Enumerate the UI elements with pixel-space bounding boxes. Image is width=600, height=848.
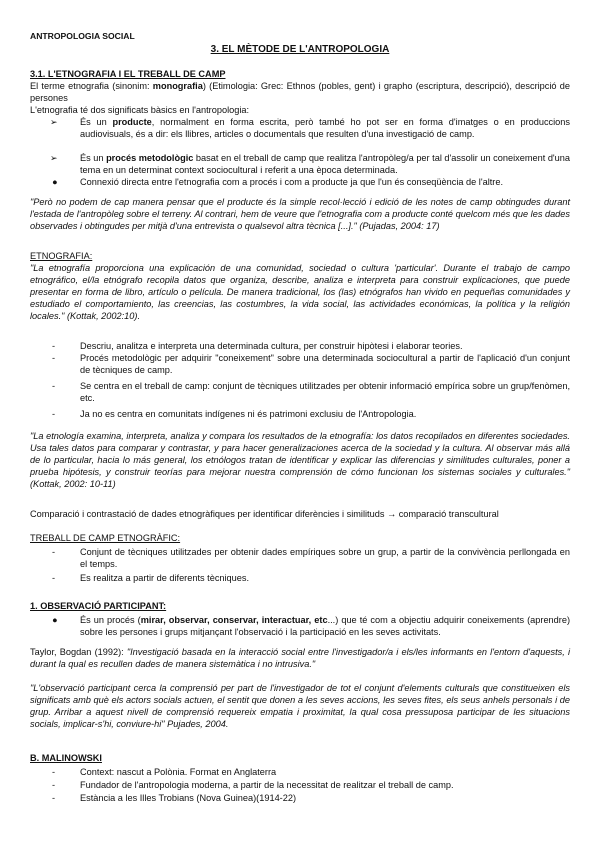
dash-bullet: - [52, 381, 56, 391]
quote-pujadas: "Però no podem de cap manera pensar que el producte és la simple recol·lecció i edició de les notes de camp obtingudes durant l'estada de l'antropòleg sobre el terreny. Al contrari, hem de veure que l'etnografia com a producte conté quelcom més que les dades observades i obtingudes per mitjà d'una entrevista o qualsevol altra tècnica [...]." (Pujadas, 2004: 17) [30, 197, 570, 231]
dash-bullet: - [52, 409, 56, 419]
item1-bold: producte [112, 117, 152, 127]
etnografia-item: Procés metodològic per adquirir "coneixement" sobre una determinada sociocultural a partir de l'aplicació d'un conjunt de tècniques de camp. [80, 353, 570, 375]
section-heading-observacio: 1. OBSERVACIÓ PARTICIPANT: [30, 601, 167, 611]
intro-text: El terme etnografia (sinonim: [30, 81, 153, 91]
item2-pre: És un [80, 153, 107, 163]
comparison-line: Comparació i contrastació de dades etnogràfiques per identificar diferències i similituds → comparació transcultural [30, 509, 499, 519]
etnografia-item: Ja no es centra en comunitats indígenes ni és patrimoni exclusiu de l'Antropologia. [80, 409, 417, 419]
intro-paragraph [30, 80, 570, 104]
section-heading-etnografia: ETNOGRAFIA: [30, 251, 93, 261]
obs-pre: És un procés ( [80, 615, 141, 625]
meaning-item-process [80, 152, 570, 176]
section-heading-malinowski: B. MALINOWSKI [30, 753, 102, 763]
dash-bullet: - [52, 547, 56, 557]
etnografia-item: Se centra en el treball de camp: conjunt de tècniques utilitzades per obtenir informació empírica sobre un grup/fenòmen, etc. [80, 381, 570, 403]
intro-text-post: ) (Etimologia: Grec: Ethnos (pobles, gent) i grapho (escriptura, descripció), descripció de persones [30, 81, 570, 103]
malinowski-item: Context: nascut a Polònia. Format en Anglaterra [80, 767, 277, 777]
dash-bullet: - [52, 780, 56, 790]
item1-post: , normalment en forma escrita, però també ho pot ser en forma d'imatges o en produccions audiovisuals, és a dir: els llibres, articles o documentals que resulten d'una investigació de camp. [80, 117, 570, 139]
dot-bullet-icon: ● [52, 615, 58, 625]
page-title: 3. EL MÈTODE DE L'ANTROPOLOGIA [210, 44, 390, 55]
subject-header: ANTROPOLOGIA SOCIAL [30, 31, 135, 41]
item2-post: basat en el treball de camp que realitza l'antropòleg/a per tal d'assolir un coneixement d'una tema en un determinat context sociocultural i referit a una època determinada. [80, 153, 571, 175]
malinowski-item: Estància a les Illes Trobians (Nova Guinea)(1914-22) [80, 793, 297, 803]
meanings-line: L'etnografia té dos significats bàsics en l'antropologia: [30, 105, 250, 115]
item2-bold: procés metodològic [106, 153, 194, 163]
obs-post: ...) que té com a objectiu adquirir coneixements (aprendre) sobre les persones i grups mitjançant l'observació i la participació en les seves activitats. [80, 615, 571, 637]
meaning-item-product [80, 116, 570, 140]
obs-bold: mirar, observar, conservar, interactuar, etc [140, 615, 328, 625]
section-heading-3-1: 3.1. L'ETNOGRAFIA I EL TREBALL DE CAMP [30, 69, 226, 79]
malinowski-item: Fundador de l'antropologia moderna, a partir de la necessitat de realitzar el treball de camp. [80, 780, 454, 790]
meaning-item-connection: Connexió directa entre l'etnografia com a procés i com a producte ja que l'un és conseqüència de l'altre. [80, 177, 504, 187]
treball-item: Es realitza a partir de diferents tècniques. [80, 573, 250, 583]
taylor-quote [30, 646, 570, 670]
quote-pujades: "L'observació participant cerca la comprensió per part de l'investigador de tot el conjunt d'elements culturals que constitueixen els significats amb què els actors socials actuen, el sentit que donen a les seves accions, les seves fites, els seus anhels personals i de grup. Arribar a aquest nivell de comprensió requereix empatia i proximitat, la qual cosa pressuposa participar de les situacions socials, implicar-s'hi, conviure-hi" Pujades, 2004. [30, 683, 570, 729]
dash-bullet: - [52, 767, 56, 777]
treball-item: Conjunt de tècniques utilitzades per obtenir dades empíriques sobre un grup, a partir de la convivència perllongada en el temps. [80, 547, 570, 569]
taylor-text: "Investigació basada en la interacció social entre l'investigador/a i els/les informants en l'entorn d'aquests, i durant la qual es recullen dades de manera sistemàtica i no intrusiva." [30, 647, 570, 669]
observacio-item [80, 614, 570, 638]
section-heading-treball: TREBALL DE CAMP ETNOGRÀFIC: [30, 533, 181, 543]
dash-bullet: - [52, 793, 56, 803]
dash-bullet: - [52, 573, 56, 583]
arrow-bullet-icon: ➢ [50, 117, 58, 127]
etnografia-item: Descriu, analitza e interpreta una determinada cultura, per construir hipòtesi i elaborar teories. [80, 341, 463, 351]
quote-kottak-1: "La etnografía proporciona una explicación de una comunidad, sociedad o cultura 'particular'. Durante el trabajo de campo etnográfico, el/la etnógrafo recopila datos que organiza, describe, analiza e interpreta para construir explicaciones, que puede presentar en forma de libro, artículo o película. De manera tradicional, los (las) etnógrafos han vivido en pequeñas comunidades y estudiado el comportamiento, las creencias, las costumbres, la vida social, las actividades económicas, la política y la religión locales." (Kottak, 2002:10). [30, 263, 570, 321]
dot-bullet-icon: ● [52, 177, 58, 187]
arrow-bullet-icon: ➢ [50, 153, 58, 163]
dash-bullet: - [52, 353, 56, 363]
quote-kottak-2: "La etnología examina, interpreta, analiza y compara los resultados de la etnografía: los datos recopilados en diferentes sociedades. Usa tales datos para comparar y contrastar, y para hacer generalizaciones acerca de la sociedad y la cultura. Al observar más allá de lo particular, hacia lo más general, los etnólogos tratan de identificar y explicar las diferencias y similitudes culturales, poner a prueba hipótesis, y construir teorías para mejorar nuestra comprensión de cómo funcionan los sistemas sociales y culturales." (Kottak, 2002: 10-11) [30, 431, 570, 489]
intro-bold: monografia [152, 81, 203, 91]
taylor-author: Taylor, Bogdan (1992): [30, 647, 127, 657]
dash-bullet: - [52, 341, 56, 351]
item1-pre: És un [80, 117, 113, 127]
